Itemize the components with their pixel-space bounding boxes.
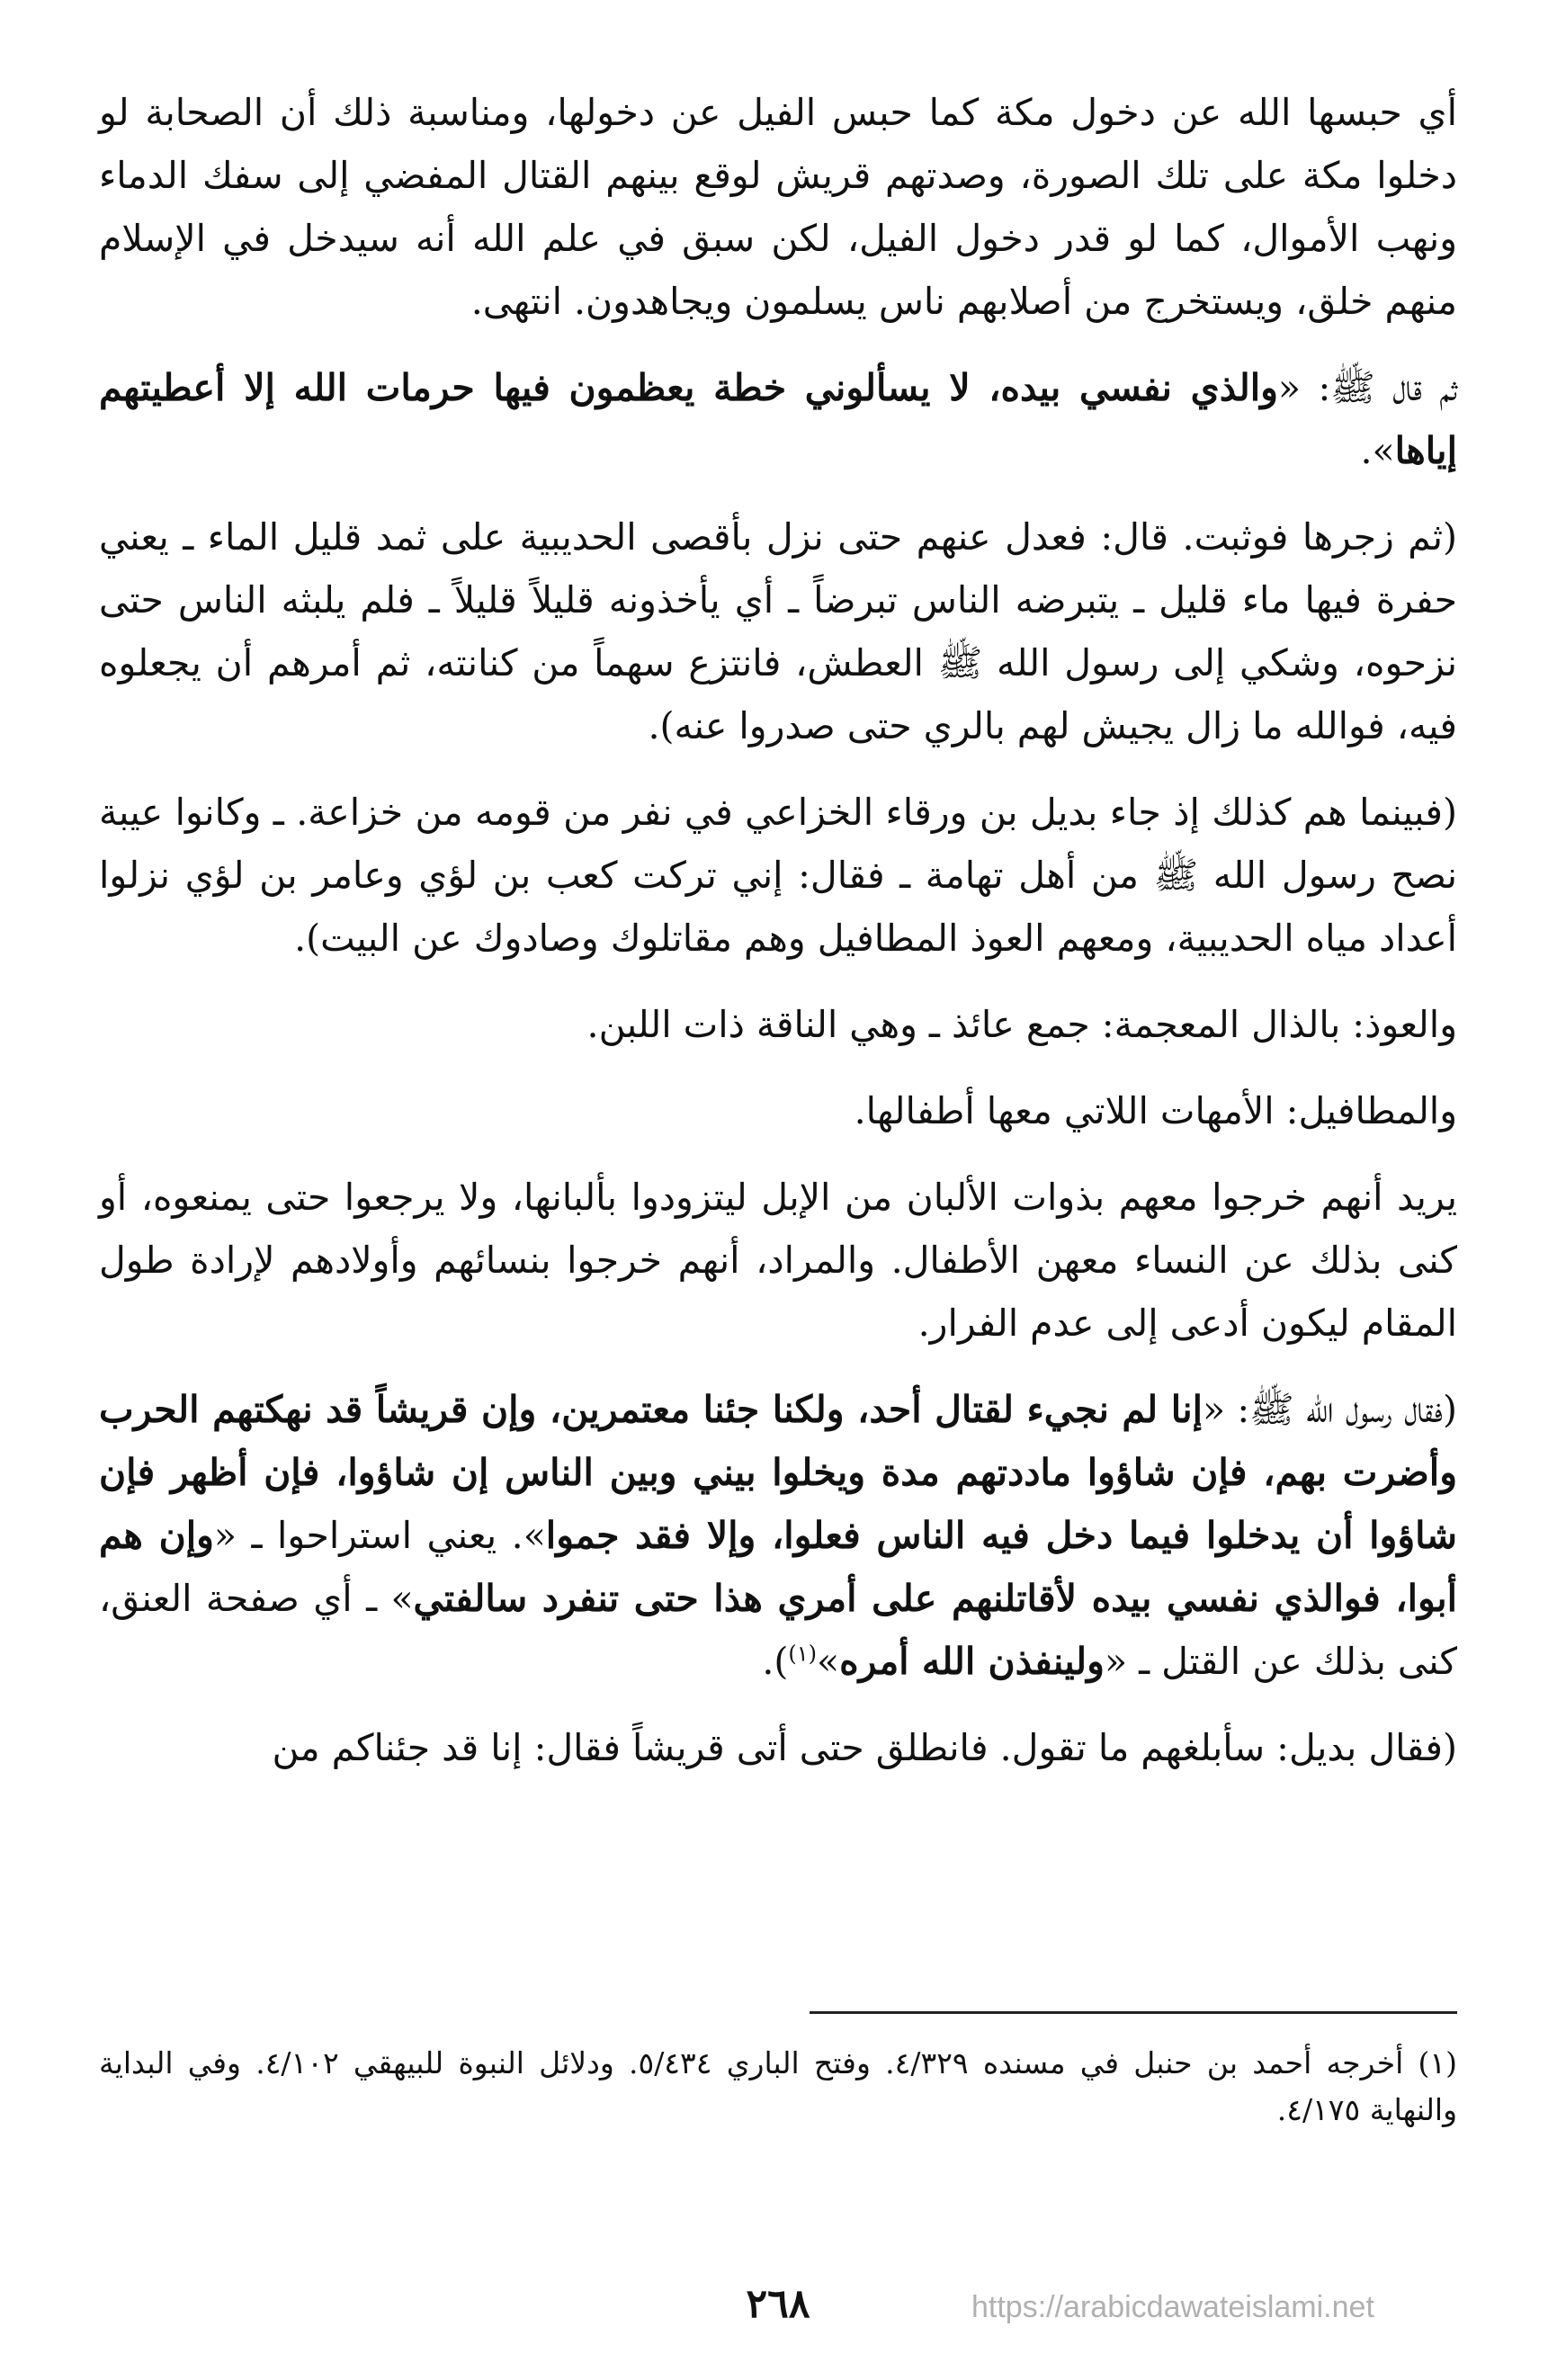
footnote-divider	[810, 2011, 1457, 2014]
footnote	[99, 2040, 1457, 2134]
text-span: (فقال رسول الله ﷺ: «	[1203, 1388, 1457, 1431]
hadith-quote: ولينفذن الله أمره	[839, 1640, 1105, 1683]
paragraph	[99, 356, 1457, 482]
text-span: ).	[762, 1640, 789, 1683]
paragraph	[99, 506, 1457, 757]
footnote-text: (١) أخرجه أحمد بن حنبل في مسنده ٤/٣٢٩. وفتح الباري ٥/٤٣٤. ودلائل النبوة للبيهقي ٤/١٠٢. وفي البداية والنهاية ٤/١٧٥.	[99, 2045, 1458, 2127]
paragraph	[99, 1716, 1457, 1779]
paragraph	[99, 1378, 1457, 1693]
hadith-quote: إنا لم نجيء لقتال أحد، ولكنا جئنا معتمرين، وإن قريشاً قد نهكتهم الحرب وأضرت بهم، فإن شاؤوا ماددتهم مدة ويخلوا بيني وبين الناس إن شاؤوا، فإن أظهر فإن شاؤوا أن يدخلوا فيما دخل فيه الناس فعلوا، وإلا فقد جموا	[99, 1388, 1458, 1557]
paragraph	[99, 1166, 1457, 1355]
text-span: والعوذ: بالذال المعجمة: جمع عائذ ـ وهي الناقة ذات اللبن.	[586, 1003, 1457, 1046]
paragraph	[99, 993, 1457, 1056]
text-span: ». يعني استراحوا ـ «	[213, 1514, 546, 1557]
text-span: » ـ أي صفحة العنق، كنى بذلك عن القتل ـ «	[99, 1577, 1457, 1683]
text-span: (ثم زجرها فوثبت. قال: فعدل عنهم حتى نزل بأقصى الحديبية على ثمد قليل الماء ـ يعني حفرة فيها ماء قليل ـ يتبرضه الناس تبرضاً ـ أي يأخذونه قليلاً قليلاً ـ فلم يلبثه الناس حتى نزحوه، وشكي إلى رسول الله ﷺ العطش، فانتزع سهماً من كنانته، ثم أمرهم أن يجعلوه فيه، فوالله ما زال يجيش لهم بالري حتى صدروا عنه).	[99, 515, 1457, 747]
text-span: أي حبسها الله عن دخول مكة كما حبس الفيل عن دخولها، ومناسبة ذلك أن الصحابة لو دخلوا مكة على تلك الصورة، وصدتهم قريش لوقع بينهم القتال المفضي إلى سفك الدماء ونهب الأموال، كما لو قدر دخول الفيل، لكن سبق في علم الله أنه سيدخل في الإسلام منهم خلق، ويستخرج من أصلابهم ناس يسلمون ويجاهدون. انتهى.	[99, 91, 1457, 323]
text-span: يريد أنهم خرجوا معهم بذوات الألبان من الإبل ليتزودوا بألبانها، ولا يرجعوا حتى يمنعوه، أو كنى بذلك عن النساء معهن الأطفال. والمراد، أنهم خرجوا بنسائهم وأولادهم لإرادة طول المقام ليكون أدعى إلى عدم الفرار.	[99, 1176, 1457, 1345]
text-span: والمطافيل: الأمهات اللاتي معها أطفالها.	[854, 1089, 1457, 1132]
page-body	[99, 81, 1457, 1803]
paragraph	[99, 781, 1457, 970]
text-span: ».	[1360, 429, 1395, 472]
hadith-quote: وإن هم أبوا، فوالذي نفسي بيده لأقاتلنهم على أمري هذا حتى تنفرد سالفتي	[99, 1514, 1457, 1620]
text-span: (فقال بديل: سأبلغهم ما تقول. فانطلق حتى أتى قريشاً فقال: إنا قد جئناكم من	[272, 1726, 1457, 1769]
page-number: ٢٦٨	[746, 2281, 810, 2327]
footnote-marker: (١)	[788, 1641, 818, 1667]
text-span: »	[817, 1640, 840, 1683]
text-span: (فبينما هم كذلك إذ جاء بديل بن ورقاء الخزاعي في نفر من قومه من خزاعة. ـ وكانوا عيبة نصح رسول الله ﷺ من أهل تهامة ـ فقال: إني تركت كعب بن لؤي وعامر بن لؤي نزلوا أعداد مياه الحديبية، ومعهم العوذ المطافيل وهم مقاتلوك وصادوك عن البيت).	[99, 791, 1457, 960]
watermark-url: https://arabicdawateislami.net	[971, 2290, 1374, 2324]
paragraph	[99, 1079, 1457, 1142]
hadith-quote: والذي نفسي بيده، لا يسألوني خطة يعظمون فيها حرمات الله إلا أعطيتهم إياها	[99, 366, 1457, 472]
paragraph	[99, 81, 1457, 333]
text-span: ثم قال ﷺ: «	[1277, 366, 1457, 409]
